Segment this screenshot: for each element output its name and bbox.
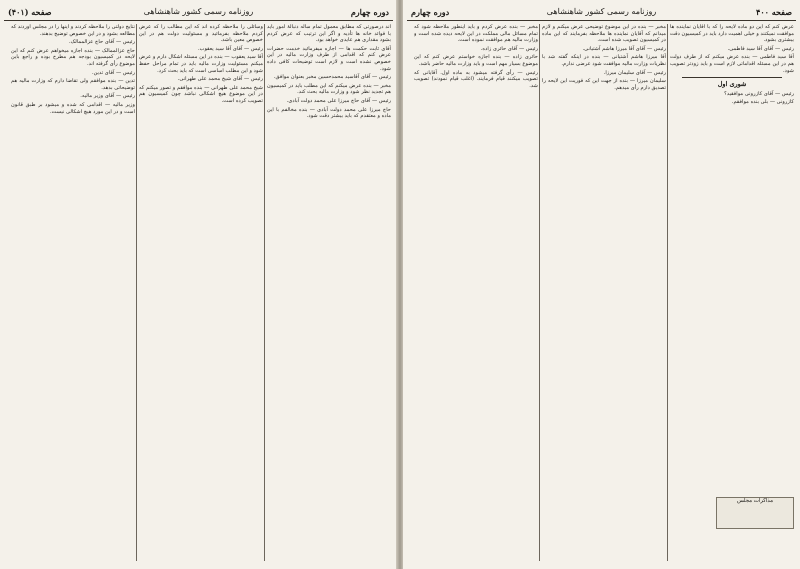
paragraph: اند درصورتی که مطابق معمول تمام ساله دنبالهٔ امور باید با فوائد خانه ها تأدیه و اگر این ترتیب که عرض کردم بشود مقداری هم عایدی خواهد بود.	[267, 24, 391, 44]
paragraph: رئیس — آقای آقاسید محمدحسین مخبر بعنوان موافق.	[273, 74, 391, 81]
paragraph: نتایج دولتی را ملاحظه کردند و اینها را در مجلس آوردند که مطالعه بشود و در این خصوص توضیح بدهند.	[11, 24, 135, 37]
paragraph: آقای ثابت حکمت ها — اجازه میفرمائید خدمت حضرات عرض کنم که اقدامی از طرف وزارت مالیه در این خصوص نشده است و لازم است توضیحات کافی داده شود.	[267, 45, 391, 72]
paragraph: حائری زاده — بنده اجازه خواستم عرض کنم که این موضوع بسیار مهم است و باید وزارت مالیه حاضر باشد.	[414, 54, 538, 67]
right-column-3	[414, 24, 538, 561]
right-page	[403, 0, 800, 569]
paragraph: آقا میرزا هاشم آشتیانی — بنده در اینکه گفته شد با نظریات وزارت مالیه موافقت شود عرضی ندارم.	[542, 54, 666, 67]
left-page-header	[4, 4, 393, 21]
section-heading: شوری اول	[717, 80, 747, 89]
right-column-2	[542, 24, 666, 561]
section-rule	[682, 77, 782, 78]
column-divider	[136, 24, 137, 561]
right-page-columns	[409, 24, 794, 561]
paragraph: سلیمان میرزا — بنده از جهت این که فوریت این لایحه را تصدیق دارم رأی میدهم.	[542, 78, 666, 91]
paragraph: کازرونی — بلی بنده موافقم.	[731, 99, 794, 106]
paragraph: رئیس — آقای حاج عزالممالک.	[68, 39, 135, 46]
paragraph: رئیس — آقای شیخ محمد علی طهرانی.	[177, 76, 263, 83]
paragraph: مخبر — بنده در این موضوع توضیحی عرض میکنم و لازم میدانم که آقایان نماینده ها ملاحظه بفرمایند که این ماده در کمیسیون تصویب شده است.	[542, 24, 666, 44]
right-header-page-number: صفحه ۴۰۰	[756, 7, 792, 17]
paragraph: وزیر مالیه — اقدامی که شده و میشود بر طبق قانون است و در این مورد هیچ اشکالی نیست.	[11, 101, 135, 115]
paragraph: رئیس — آقای آقا میرزا هاشم آشتیانی.	[582, 45, 666, 52]
paragraph: عرض کنم که این دو ماده لایحه را که با آقایان نماینده ها موافقت نمیکنند و خیلی اهمیت دارد باید در کمیسیون دقت بیشتری بشود.	[670, 24, 794, 44]
paragraph: رئیس — آقای حائری زاده.	[480, 45, 538, 52]
paragraph: آقا سید یعقوب — بنده در این مسئله اشکال دارم و عرض میکنم مسئولیت وزارت مالیه باید در تمام مراحل حفظ شود و این مطلب اساسی است که باید بحث کرد.	[139, 54, 263, 74]
right-column-1	[670, 24, 794, 561]
paragraph: مخبر — بنده عرض میکنم که این مطلب باید در کمیسیون هم تجدید نظر شود و وزارت مالیه بحث کند.	[267, 82, 391, 96]
paragraph: رئیس — آقای تدین.	[91, 69, 135, 76]
left-page-columns	[6, 24, 391, 561]
paragraph: حاج میرزا علی محمد دولت آبادی — بنده مخالفم با این ماده و معتقدم که باید بیشتر دقت شود.	[267, 106, 391, 120]
paragraph: رئیس — آقای آقا سید فاطمی.	[727, 45, 794, 52]
paragraph: تدین — بنده موافقم ولی تقاضا دارم که وزارت مالیه هم توضیحاتی بدهد.	[11, 78, 135, 91]
left-header-page-number: صفحه (۴۰۱)	[8, 7, 52, 17]
left-column-2	[139, 24, 263, 561]
left-header-gazette-title: روزنامه رسمی کشور شاهنشاهی	[143, 7, 254, 16]
column-divider	[667, 24, 668, 561]
paragraph: رئیس — آقای سلیمان میرزا.	[603, 69, 666, 76]
left-column-3	[11, 24, 135, 561]
section-stamp: مذاکرات مجلس	[716, 497, 794, 529]
right-header-volume: دوره چهارم	[411, 7, 450, 17]
paragraph: آقا سید فاطمی — بنده عرض میکنم که از طرف دولت هم در این مسئله اقداماتی لازم است و باید زودتر تصویب شود.	[670, 54, 794, 74]
paragraph: رئیس — آقای حاج میرزا علی محمد دولت آبادی.	[286, 97, 391, 104]
paragraph: مخبر — بنده عرض کردم و باید اینطور ملاحظه شود که تمام مسائل مالی مملکت در این لایحه دیده شده است و وزارت مالیه هم موافقت نموده است.	[414, 24, 538, 44]
column-divider	[264, 24, 265, 561]
paragraph: رئیس — رأی گرفته میشود به ماده اول. آقایانی که تصویب میکنند قیام فرمایند. (اغلب قیام نمودند) تصویب شد.	[414, 69, 538, 89]
paragraph: رئیس — آقای کازرونی موافقید؟	[724, 90, 794, 97]
right-page-header	[407, 4, 796, 21]
right-header-gazette-title: روزنامه رسمی کشور شاهنشاهی	[546, 7, 657, 16]
paragraph: رئیس — آقای آقا سید یعقوب.	[197, 45, 263, 52]
paragraph: حاج عزالممالک — بنده اجازه میخواهم عرض کنم که این لایحه در کمیسیون بودجه هم مطرح بوده و راجع باین موضوع رأی گرفته اند.	[11, 47, 135, 67]
paragraph: شیخ محمد علی طهرانی — بنده موافقم و تصور میکنم که در این موضوع هیچ اشکالی نباشد چون کمیسیون هم تصویب کرده است.	[139, 84, 263, 104]
left-header-volume: دوره چهارم	[350, 7, 389, 17]
paragraph: رئیس — آقای وزیر مالیه.	[80, 93, 135, 100]
column-divider	[539, 24, 540, 561]
left-column-1	[267, 24, 391, 561]
left-page	[0, 0, 397, 569]
paragraph: وسائلی را ملاحظه کرده اند که این مطالب را که عرض کردم ملاحظه بفرمائید و مسئولیت دولت هم در این خصوص معین باشد.	[139, 24, 263, 44]
